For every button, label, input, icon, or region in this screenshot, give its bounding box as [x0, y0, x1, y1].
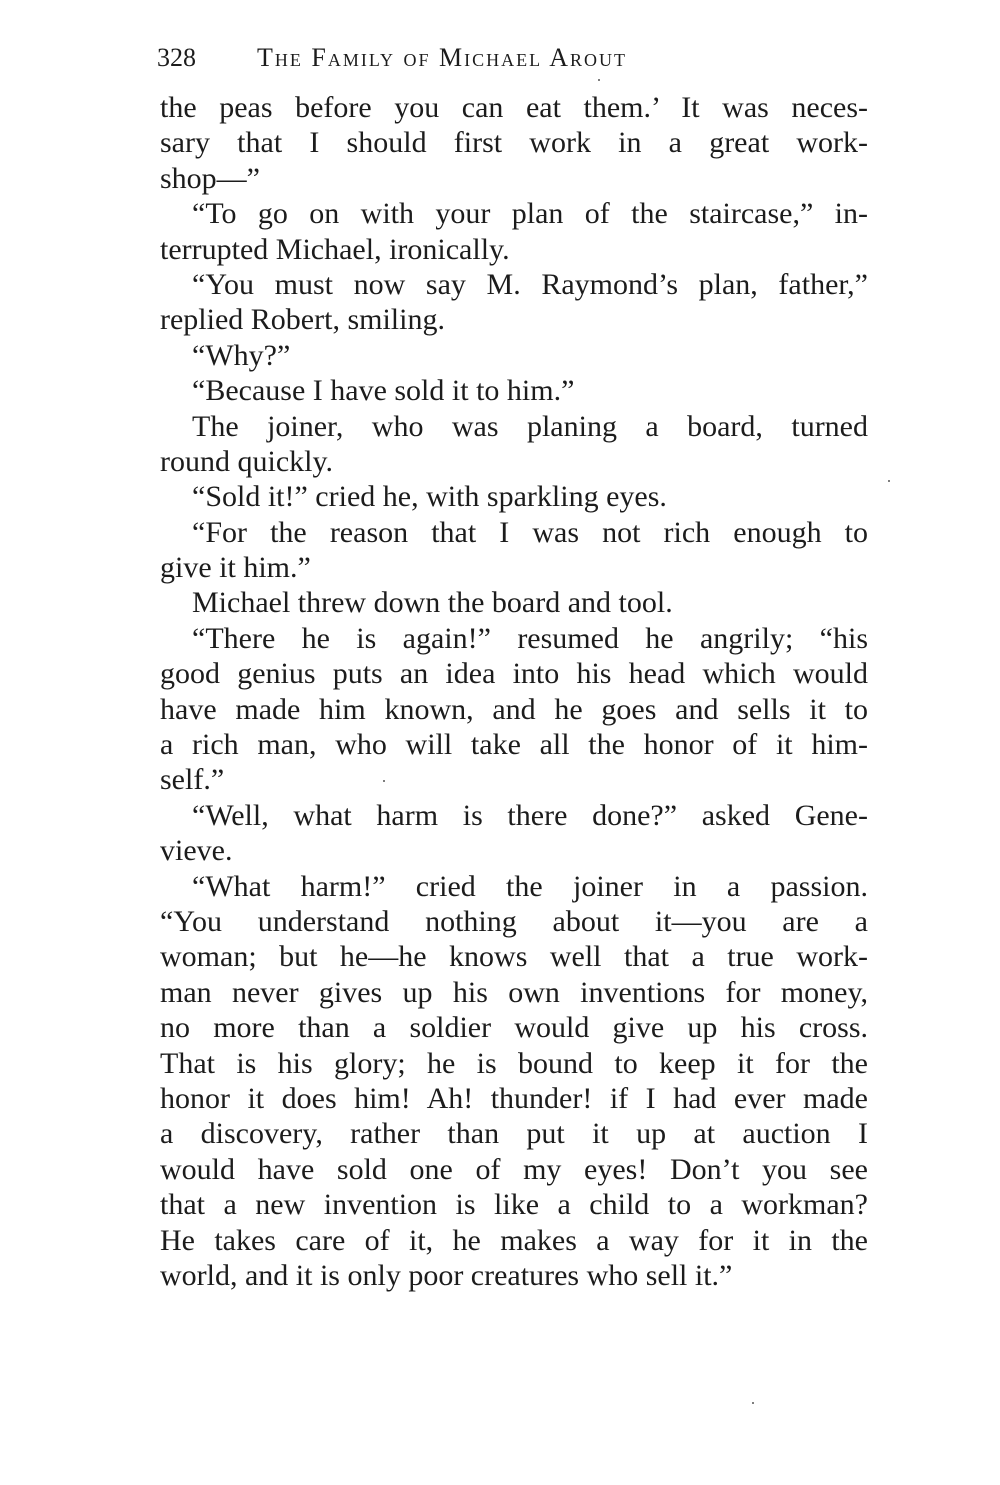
text-line: replied Robert, smiling.	[160, 303, 445, 337]
running-head	[157, 36, 867, 80]
text-line: give it him.”	[160, 551, 311, 585]
text-line: “Why?”	[192, 338, 291, 372]
text-line: “You must now say M. Raymond’s plan, father,”	[192, 267, 868, 301]
text-line: “You understand nothing about it—you are a	[160, 904, 868, 938]
print-speck	[752, 1402, 754, 1404]
text-line: no more than a soldier would give up his cross.	[160, 1011, 868, 1045]
text-line: “For the reason that I was not rich enough to	[192, 515, 868, 549]
page-number: 328	[157, 43, 196, 72]
text-line: man never gives up his own inventions for money,	[160, 975, 868, 1009]
text-line: would have sold one of my eyes! Don’t you see	[160, 1152, 868, 1186]
text-line: “To go on with your plan of the staircase,” in-	[192, 197, 868, 231]
text-line: woman; but he—he knows well that a true work-	[160, 940, 868, 974]
text-line: vieve.	[160, 834, 233, 868]
text-line: that a new invention is like a child to a workman?	[160, 1188, 868, 1222]
text-line: the peas before you can eat them.’ It was neces-	[160, 91, 868, 124]
text-line: round quickly.	[160, 444, 334, 478]
print-speck	[598, 79, 600, 81]
text-line: “There he is again!” resumed he angrily; “his	[192, 621, 868, 655]
text-line: sary that I should first work in a great work-	[160, 126, 868, 160]
text-line: have made him known, and he goes and sells it to	[160, 692, 868, 726]
text-line: shop—”	[160, 161, 260, 195]
body-text	[160, 90, 868, 1293]
text-line: That is his glory; he is bound to keep it for the	[160, 1046, 868, 1080]
text-line: honor it does him! Ah! thunder! if I had ever made	[160, 1081, 868, 1115]
text-line: world, and it is only poor creatures who sell it.”	[160, 1258, 733, 1292]
text-line: “Well, what harm is there done?” asked Gene-	[192, 798, 868, 832]
book-title: The Family of Michael Arout	[257, 43, 627, 72]
text-line: good genius puts an idea into his head which would	[160, 657, 868, 691]
text-line: “What harm!” cried the joiner in a passion.	[192, 869, 868, 903]
text-line: The joiner, who was planing a board, turned	[192, 409, 868, 443]
text-line: self.”	[160, 763, 225, 797]
text-line: He takes care of it, he makes a way for it in the	[160, 1223, 868, 1257]
print-speck	[888, 480, 890, 482]
text-line: “Because I have sold it to him.”	[192, 374, 575, 408]
text-line: “Sold it!” cried he, with sparkling eyes.	[192, 480, 667, 514]
print-speck	[383, 780, 385, 782]
text-line: Michael threw down the board and tool.	[192, 586, 673, 620]
text-line: a discovery, rather than put it up at auction I	[160, 1117, 868, 1151]
text-line: a rich man, who will take all the honor of it him-	[160, 728, 868, 762]
text-line: terrupted Michael, ironically.	[160, 232, 510, 266]
